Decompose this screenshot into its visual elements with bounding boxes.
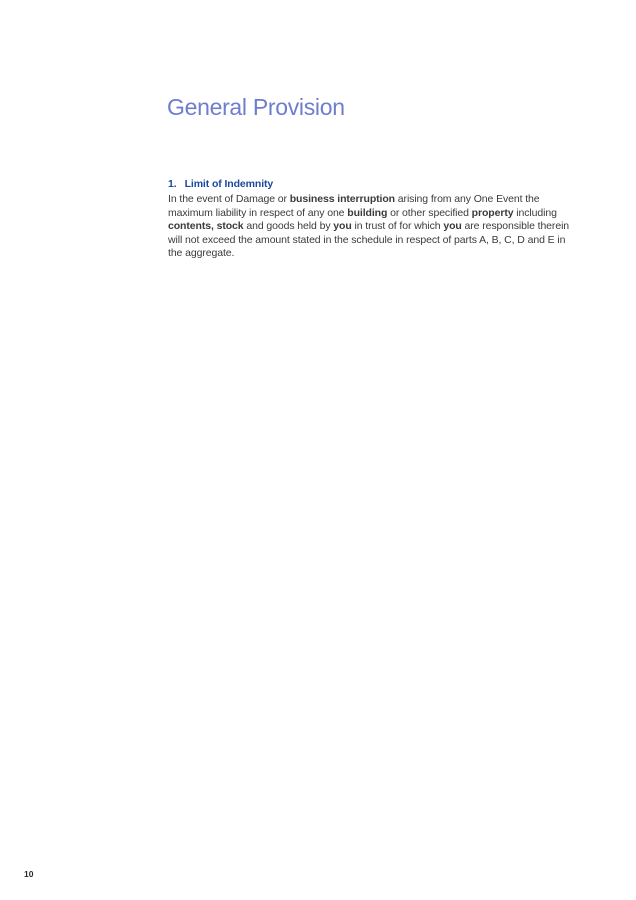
section-limit-of-indemnity bbox=[168, 178, 576, 261]
paragraph-text: In the event of Damage or bbox=[168, 193, 290, 205]
defined-term: you bbox=[443, 220, 462, 232]
paragraph-text: arising from any One Event the maximum liability in respect of any one bbox=[168, 193, 540, 219]
defined-term: building bbox=[347, 206, 388, 219]
section-paragraph bbox=[168, 193, 576, 261]
paragraph-text: in trust of for which bbox=[351, 220, 444, 232]
defined-term: you bbox=[333, 220, 352, 232]
page-number: 10 bbox=[24, 869, 34, 879]
page-title: General Provision bbox=[167, 94, 345, 120]
defined-term: business interruption bbox=[289, 193, 395, 205]
section-heading bbox=[168, 178, 576, 190]
section-number: 1. bbox=[168, 178, 177, 190]
defined-term: contents, stock bbox=[168, 220, 244, 232]
section-heading-label: Limit of Indemnity bbox=[184, 178, 274, 190]
paragraph-text: or other specified bbox=[387, 206, 472, 219]
defined-term: property bbox=[471, 206, 514, 219]
paragraph-text: are responsible therein will not exceed the amount stated in the schedule in respect of parts A, B, C, D and E in the aggregate. bbox=[168, 220, 570, 259]
paragraph-text: including bbox=[513, 206, 557, 219]
paragraph-text: and goods held by bbox=[243, 220, 334, 232]
